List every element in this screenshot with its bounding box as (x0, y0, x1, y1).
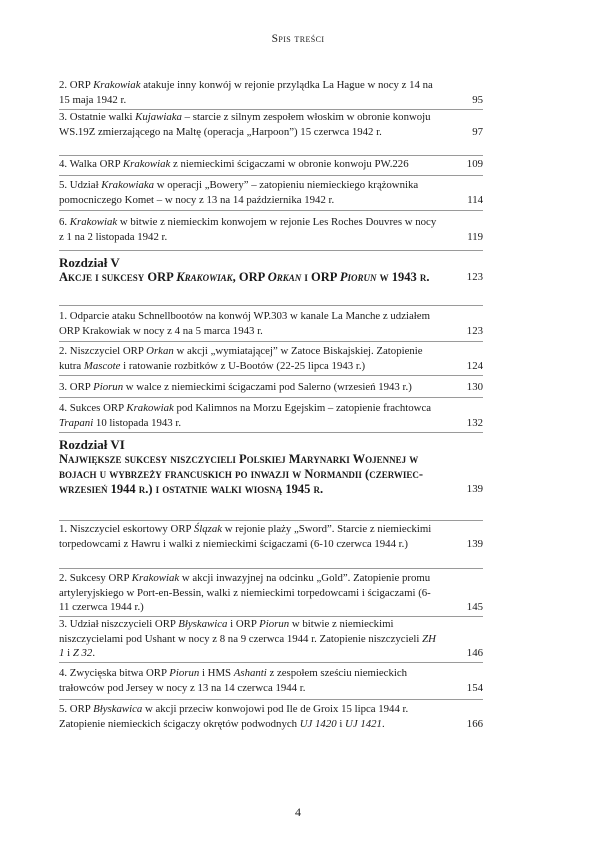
chapter-heading[interactable] (59, 437, 483, 497)
text-run: w akcji inwazyjnej na odcinku „Gold”. Zatopienie promu artyleryjskiego w Port-en-Bessin, walki z niemieckimi torpedowcami i ścigaczami (6-11 czerwca 1944 r.) (59, 572, 431, 614)
text-run: w rejonie plaży „Sword”. Starcie z niemieckimi torpedowcami z Hawru i walki z niemieckimi ścigaczami (6-10 czerwca 1944 r.) (59, 523, 432, 550)
italic-name: Trapani (59, 416, 94, 429)
text-run: 2. Niszczyciel ORP (59, 345, 147, 357)
text-run: i ORP (227, 618, 260, 630)
toc-entry-page: 109 (466, 158, 483, 170)
italic-name: Krakowiak (126, 402, 174, 414)
toc-entry-text (59, 401, 439, 430)
divider (59, 155, 483, 156)
toc-entry-text (59, 380, 459, 395)
text-run: Największe sukcesy niszczycieli Polskiej Marynarki Wojennej w bojach u wybrzeży francuskich po inwazji w Normandii (czerwiec-wrzesień 1944 r.) i ostatnie walki wiosną 1945 r. (59, 452, 424, 496)
divider (59, 568, 483, 569)
italic-name: Ślązak (193, 523, 223, 535)
text-run: z zespołem sześciu niemieckich trałowców pod Jersey w nocy z 13 na 14 czerwca 1944 r. (59, 667, 408, 694)
italic-name: Krakowiak (131, 572, 180, 584)
chapter-page: 139 (466, 483, 483, 495)
toc-entry-page: 132 (466, 416, 483, 429)
toc-entry-text (59, 178, 439, 207)
toc-entry[interactable] (59, 110, 483, 139)
italic-name: Piorun (339, 270, 377, 284)
text-run: 1. Niszczyciel eskortowy ORP (59, 523, 194, 535)
text-run: w walce z niemieckimi ścigaczami pod Salerno (wrzesień 1943 r.) (123, 381, 412, 393)
divider (59, 432, 483, 433)
toc-entry-text (59, 522, 439, 551)
page-number: 4 (295, 805, 301, 819)
italic-name: UJ 1420 (299, 717, 337, 730)
toc-entry-page: 154 (466, 681, 483, 694)
chapter-label: Rozdział V (59, 255, 120, 270)
toc-entry-page: 114 (467, 193, 483, 206)
toc-entry-page: 97 (472, 125, 483, 138)
toc-entry-page: 139 (466, 537, 483, 550)
text-run: 5. Udział (59, 179, 102, 191)
divider (59, 397, 483, 398)
text-run: w operacji „Bowery” – zatopieniu niemieckiego krążownika pomocniczego Komet – w nocy z 13 na 14 października 1942 r. (59, 179, 419, 206)
divider (59, 375, 483, 376)
italic-name: Krakowiaka (101, 179, 155, 191)
page-header: Spis treści (271, 33, 325, 45)
chapter-heading[interactable] (59, 255, 483, 285)
italic-name: Błyskawica (93, 703, 143, 715)
italic-name: Piorun (93, 381, 124, 393)
text-run: 6. (59, 216, 70, 228)
toc-entry-page: 166 (466, 717, 483, 730)
text-run: 5. ORP (59, 703, 94, 715)
toc-entry[interactable] (59, 571, 483, 615)
text-run: i ratowanie rozbitków z U-Bootów (22-25 lipca 1943 r.) (120, 359, 366, 372)
toc-entry-text (59, 215, 439, 244)
text-run: 2. Sukcesy ORP (59, 572, 132, 584)
divider (59, 250, 483, 251)
divider (59, 520, 483, 521)
text-run: . (92, 647, 96, 660)
toc-entry-page: 146 (466, 647, 483, 660)
toc-entry[interactable] (59, 380, 483, 395)
italic-name: Piorun (259, 618, 290, 630)
text-run: – starcie z silnym zespołem włoskim w obronie konwoju WS.19Z zmierzającego na Maltę (operacja „Harpoon”) 15 czerwca 1942 r. (59, 111, 431, 138)
text-run: 1. Odparcie ataku Schnellbootów na konwój WP.303 w kanale La Manche z udziałem ORP Krakowiak w nocy z 4 na 5 marca 1943 r. (59, 310, 430, 337)
text-run: 3. Ostatnie walki (59, 111, 136, 123)
italic-name: Krakowiak (93, 79, 141, 91)
text-run: 3. Udział niszczycieli ORP (59, 618, 179, 630)
chapter-page: 123 (466, 271, 483, 283)
text-run: 4. Sukces ORP (59, 402, 127, 414)
divider (59, 210, 483, 211)
toc-entry[interactable] (59, 78, 483, 107)
text-run: 3. ORP (59, 381, 94, 393)
toc-entry-text (59, 666, 439, 695)
toc-entry[interactable] (59, 522, 483, 551)
text-run: z niemieckimi ścigaczami w obronie konwoju PW.226 (170, 158, 409, 170)
text-run: , ORP (232, 270, 268, 284)
divider (59, 305, 483, 306)
toc-entry-page: 130 (466, 381, 483, 393)
toc-entry-text (59, 571, 439, 615)
text-run: 2. ORP (59, 79, 94, 91)
toc-entry-page: 123 (466, 324, 483, 337)
divider (59, 341, 483, 342)
italic-name: Błyskawica (178, 618, 228, 630)
italic-name: Krakowiak (69, 216, 118, 228)
italic-name: UJ 1421 (345, 717, 382, 730)
text-run: i (64, 647, 73, 660)
text-run: w bitwie z niemieckimi niszczycielami pod Ushant w nocy z 8 na 9 czerwca 1944 r. Zatopienie niszczycieli (59, 618, 423, 645)
text-run: . (381, 717, 385, 730)
italic-name: Piorun (169, 667, 200, 679)
text-run: atakuje inny konwój w rejonie przylądka La Hague w nocy z 14 na 15 maja 1942 r. (59, 79, 433, 106)
text-run: i ORP (301, 270, 340, 284)
toc-entry[interactable] (59, 178, 483, 207)
italic-name: Kujawiaka (135, 111, 182, 123)
toc-entry-text (59, 617, 439, 661)
toc-entry-text (59, 157, 459, 172)
text-run: 10 listopada 1943 r. (93, 416, 182, 429)
text-run: 4. Walka ORP (59, 158, 123, 170)
divider (59, 662, 483, 663)
text-run: w akcji przeciw konwojowi pod Ile de Groix 15 lipca 1944 r. Zatopienie niemieckich ścigaczy okrętów podwodnych (59, 703, 409, 730)
toc-entry-page: 119 (467, 230, 483, 243)
toc-entry[interactable] (59, 401, 483, 430)
italic-name: Krakowiak (122, 158, 171, 170)
toc-entry[interactable] (59, 702, 483, 731)
text-run: 4. Zwycięska bitwa ORP (59, 667, 170, 679)
toc-entry-page: 145 (466, 601, 483, 614)
toc-entry[interactable] (59, 309, 483, 338)
italic-name: Krakowiak (176, 270, 233, 284)
text-run: w 1943 r. (376, 270, 430, 284)
toc-entry-page: 95 (472, 93, 483, 106)
toc-entry[interactable] (59, 215, 483, 244)
toc-entry-page: 124 (466, 359, 483, 372)
text-run: pod Kalimnos na Morzu Egejskim – zatopienie frachtowca (173, 402, 432, 414)
italic-name: Orkan (267, 270, 302, 284)
text-run: w bitwie z niemieckim konwojem w rejonie Les Roches Douvres w nocy z 1 na 2 listopada 1942 r. (59, 216, 437, 243)
italic-name: ZH 1 (59, 632, 436, 660)
toc-entry-text (59, 702, 439, 731)
italic-name: Z 32 (72, 647, 93, 660)
toc-entry[interactable] (59, 344, 483, 373)
toc-entry[interactable] (59, 666, 483, 695)
divider (59, 699, 483, 700)
toc-entry-text (59, 309, 439, 338)
toc-entry-text (59, 78, 439, 107)
chapter-title (59, 270, 454, 285)
text-run: w akcji „wymiatającej” w Zatoce Biskajskiej. Zatopienie kutra (59, 345, 423, 372)
text-run: i HMS (199, 667, 234, 679)
italic-name: Ashanti (233, 667, 267, 679)
text-run: Akcje i sukcesy ORP (59, 270, 177, 284)
toc-entry-text (59, 344, 439, 373)
italic-name: Mascote (83, 359, 121, 372)
divider (59, 175, 483, 176)
toc-entry-text (59, 110, 439, 139)
toc-entry[interactable] (59, 617, 483, 661)
toc-entry[interactable] (59, 157, 483, 172)
text-run: i (336, 717, 346, 730)
chapter-label: Rozdział VI (59, 437, 125, 452)
chapter-title (59, 452, 454, 497)
italic-name: Orkan (146, 345, 174, 357)
